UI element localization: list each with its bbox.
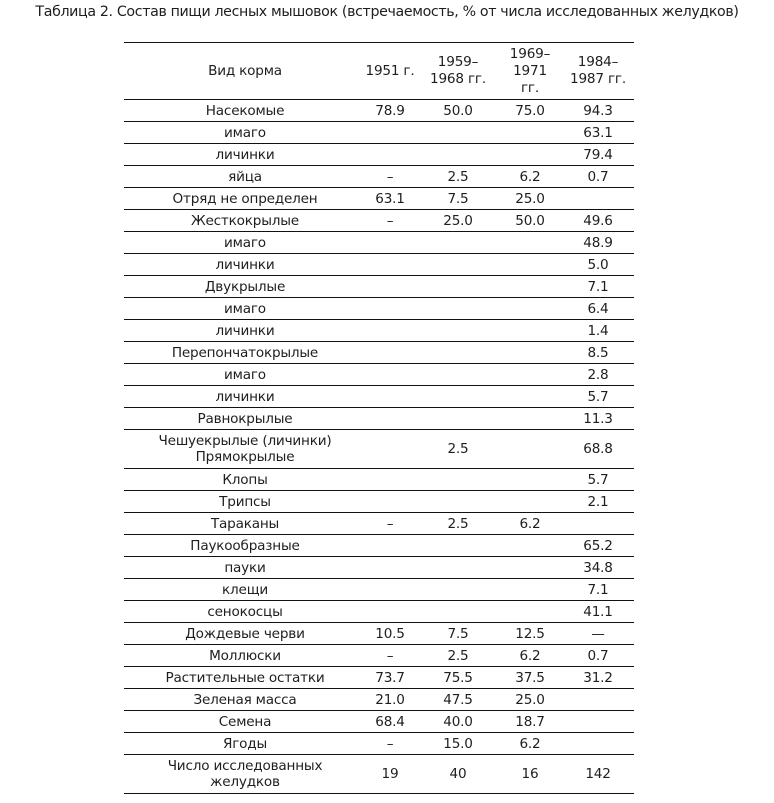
value-1951: [362, 144, 418, 166]
food-type-cell: [124, 166, 362, 188]
food-type-label: личинки: [215, 146, 275, 163]
value-1959-1968: [418, 298, 498, 320]
value-1951: 68.4: [362, 711, 418, 733]
header-line: 1951 г.: [365, 62, 415, 79]
value-1969-1971: 6.2: [498, 513, 562, 535]
value-1959-1968: [418, 535, 498, 557]
food-type-cell: [124, 100, 362, 122]
value-1969-1971: 12.5: [498, 623, 562, 645]
table-row: [124, 364, 634, 386]
value-1959-1968: 15.0: [418, 733, 498, 755]
value-1969-1971: 75.0: [498, 100, 562, 122]
value-1969-1971: [498, 254, 562, 276]
value-1951: [362, 254, 418, 276]
food-type-label: личинки: [215, 256, 275, 273]
value-1969-1971: 25.0: [498, 689, 562, 711]
value-1959-1968: 75.5: [418, 667, 498, 689]
value-1951: [362, 320, 418, 342]
food-type-cell: [124, 430, 362, 469]
value-1951: 73.7: [362, 667, 418, 689]
value-1951: 63.1: [362, 188, 418, 210]
value-1959-1968: [418, 557, 498, 579]
value-1959-1968: [418, 408, 498, 430]
value-1969-1971: [498, 557, 562, 579]
value-1951: [362, 535, 418, 557]
food-type-label: Моллюски: [209, 647, 281, 664]
table-row: [124, 298, 634, 320]
value-1984-1987: [562, 689, 634, 711]
food-type-label: Трипсы: [219, 493, 271, 510]
food-type-label: Отряд не определен: [172, 190, 318, 207]
food-type-cell: [124, 513, 362, 535]
value-1984-1987: 94.3: [562, 100, 634, 122]
value-1984-1987: [562, 733, 634, 755]
food-type-label: имаго: [224, 124, 266, 141]
value-1984-1987: 48.9: [562, 232, 634, 254]
value-1969-1971: [498, 364, 562, 386]
value-1984-1987: 6.4: [562, 298, 634, 320]
value-1959-1968: 7.5: [418, 188, 498, 210]
value-1951: [362, 408, 418, 430]
table-row: [124, 711, 634, 733]
table-row: [124, 122, 634, 144]
table-row: [124, 755, 634, 794]
table-row: [124, 430, 634, 469]
table-body: [124, 100, 634, 794]
value-1959-1968: 7.5: [418, 623, 498, 645]
table-row: [124, 733, 634, 755]
food-type-cell: [124, 469, 362, 491]
food-type-label: имаго: [224, 300, 266, 317]
header-row: [124, 43, 634, 100]
value-1984-1987: 142: [562, 755, 634, 794]
value-1984-1987: 0.7: [562, 166, 634, 188]
value-1951: [362, 298, 418, 320]
food-type-cell: [124, 188, 362, 210]
header-line: гг.: [520, 79, 539, 96]
food-type-label: Перепончатокрылые: [171, 344, 319, 361]
table-row: [124, 513, 634, 535]
value-1951: 78.9: [362, 100, 418, 122]
value-1984-1987: 11.3: [562, 408, 634, 430]
food-type-label: сенокосцы: [207, 603, 283, 620]
value-1969-1971: [498, 298, 562, 320]
food-type-label: Число исследованных: [167, 758, 323, 774]
value-1984-1987: 2.8: [562, 364, 634, 386]
header-food-type: [124, 43, 362, 100]
table-row: [124, 188, 634, 210]
table-caption: Таблица 2. Состав пищи лесных мышовок (встречаемость, % от числа исследованных желудков): [35, 4, 739, 20]
food-type-cell: [124, 276, 362, 298]
value-1959-1968: [418, 579, 498, 601]
value-1959-1968: [418, 342, 498, 364]
value-1969-1971: 16: [498, 755, 562, 794]
food-type-label: имаго: [224, 234, 266, 251]
table-row: [124, 166, 634, 188]
food-type-label: личинки: [215, 322, 275, 339]
value-1959-1968: [418, 601, 498, 623]
food-type-cell: [124, 210, 362, 232]
value-1969-1971: [498, 276, 562, 298]
food-type-label: имаго: [224, 366, 266, 383]
value-1951: 10.5: [362, 623, 418, 645]
food-type-cell: [124, 386, 362, 408]
food-type-cell: [124, 254, 362, 276]
food-type-label: Ягоды: [222, 735, 268, 752]
value-1969-1971: [498, 579, 562, 601]
value-1984-1987: 0.7: [562, 645, 634, 667]
table-row: [124, 210, 634, 232]
value-1984-1987: 5.7: [562, 386, 634, 408]
table-row: [124, 491, 634, 513]
value-1959-1968: [418, 386, 498, 408]
food-type-label: Насекомые: [205, 102, 285, 119]
food-type-cell: [124, 645, 362, 667]
value-1984-1987: 65.2: [562, 535, 634, 557]
value-1984-1987: 49.6: [562, 210, 634, 232]
value-1951: –: [362, 210, 418, 232]
value-1984-1987: 2.1: [562, 491, 634, 513]
food-type-label: Паукообразные: [190, 537, 300, 554]
value-1951: [362, 491, 418, 513]
food-type-cell: [124, 755, 362, 794]
value-1959-1968: 40: [418, 755, 498, 794]
food-type-label: Семена: [218, 713, 272, 730]
value-1959-1968: [418, 254, 498, 276]
header-food-type-label: Вид корма: [208, 62, 282, 79]
value-1951: –: [362, 166, 418, 188]
food-type-label: Чешуекрылые (личинки): [158, 433, 332, 449]
value-1951: [362, 386, 418, 408]
food-type-cell: [124, 408, 362, 430]
value-1984-1987: 1.4: [562, 320, 634, 342]
value-1984-1987: 41.1: [562, 601, 634, 623]
food-composition-table: [124, 42, 634, 794]
value-1969-1971: [498, 144, 562, 166]
header-line: 1984–: [577, 54, 619, 70]
value-1969-1971: 6.2: [498, 166, 562, 188]
table-row: [124, 601, 634, 623]
value-1959-1968: [418, 364, 498, 386]
food-type-cell: [124, 623, 362, 645]
header-line: 1959–: [437, 54, 479, 70]
food-type-cell: [124, 535, 362, 557]
table-row: [124, 689, 634, 711]
value-1984-1987: 79.4: [562, 144, 634, 166]
header-line: 1971: [513, 62, 547, 79]
food-type-label: желудков: [210, 774, 280, 790]
value-1984-1987: 68.8: [562, 430, 634, 469]
value-1959-1968: [418, 144, 498, 166]
value-1984-1987: —: [562, 623, 634, 645]
value-1959-1968: 2.5: [418, 166, 498, 188]
value-1969-1971: [498, 342, 562, 364]
value-1969-1971: [498, 601, 562, 623]
food-type-label: клещи: [222, 581, 268, 598]
value-1951: 19: [362, 755, 418, 794]
header-1984-1987: [562, 43, 634, 100]
value-1984-1987: 5.7: [562, 469, 634, 491]
food-type-label: пауки: [224, 559, 266, 576]
food-type-cell: [124, 342, 362, 364]
table-row: [124, 557, 634, 579]
value-1969-1971: [498, 386, 562, 408]
table-row: [124, 469, 634, 491]
table-row: [124, 579, 634, 601]
value-1959-1968: [418, 232, 498, 254]
food-type-cell: [124, 689, 362, 711]
value-1969-1971: [498, 232, 562, 254]
food-type-label: личинки: [215, 388, 275, 405]
value-1984-1987: [562, 513, 634, 535]
food-type-cell: [124, 320, 362, 342]
food-type-label: Равнокрылые: [197, 410, 293, 427]
value-1984-1987: 63.1: [562, 122, 634, 144]
value-1959-1968: 50.0: [418, 100, 498, 122]
food-type-cell: [124, 298, 362, 320]
food-type-cell: [124, 733, 362, 755]
table-row: [124, 144, 634, 166]
food-type-label: Дождевые черви: [185, 625, 305, 642]
table-row: [124, 535, 634, 557]
header-line: 1969–: [509, 45, 551, 62]
value-1959-1968: [418, 276, 498, 298]
food-type-cell: [124, 122, 362, 144]
table-row: [124, 667, 634, 689]
table-row: [124, 386, 634, 408]
food-type-label: Зеленая масса: [193, 691, 297, 708]
value-1969-1971: [498, 122, 562, 144]
food-type-label: Тараканы: [210, 515, 280, 532]
food-type-cell: [124, 144, 362, 166]
header-line: 1987 гг.: [570, 71, 626, 87]
value-1951: [362, 430, 418, 469]
value-1969-1971: 50.0: [498, 210, 562, 232]
table-row: [124, 254, 634, 276]
food-type-cell: [124, 711, 362, 733]
value-1959-1968: [418, 491, 498, 513]
value-1984-1987: 7.1: [562, 579, 634, 601]
food-type-cell: [124, 557, 362, 579]
value-1951: –: [362, 733, 418, 755]
value-1969-1971: [498, 535, 562, 557]
value-1984-1987: 7.1: [562, 276, 634, 298]
value-1951: [362, 364, 418, 386]
value-1959-1968: 47.5: [418, 689, 498, 711]
value-1984-1987: 31.2: [562, 667, 634, 689]
value-1951: [362, 469, 418, 491]
food-type-label: Клопы: [222, 471, 268, 488]
food-type-cell: [124, 491, 362, 513]
value-1951: 21.0: [362, 689, 418, 711]
value-1951: –: [362, 645, 418, 667]
value-1969-1971: 6.2: [498, 645, 562, 667]
header-1951: [362, 43, 418, 100]
value-1969-1971: 37.5: [498, 667, 562, 689]
table-row: [124, 320, 634, 342]
value-1951: [362, 601, 418, 623]
value-1959-1968: [418, 469, 498, 491]
value-1969-1971: 6.2: [498, 733, 562, 755]
value-1951: [362, 232, 418, 254]
table-row: [124, 232, 634, 254]
table-row: [124, 342, 634, 364]
food-type-cell: [124, 579, 362, 601]
value-1959-1968: [418, 122, 498, 144]
value-1969-1971: 18.7: [498, 711, 562, 733]
value-1969-1971: [498, 469, 562, 491]
value-1951: [362, 342, 418, 364]
food-type-cell: [124, 667, 362, 689]
value-1959-1968: [418, 320, 498, 342]
value-1984-1987: 34.8: [562, 557, 634, 579]
value-1969-1971: [498, 408, 562, 430]
value-1959-1968: 2.5: [418, 645, 498, 667]
value-1969-1971: [498, 430, 562, 469]
value-1951: [362, 276, 418, 298]
food-type-cell: [124, 232, 362, 254]
table-row: [124, 276, 634, 298]
food-type-cell: [124, 364, 362, 386]
value-1951: [362, 557, 418, 579]
food-type-label: Двукрылые: [204, 278, 286, 295]
value-1969-1971: 25.0: [498, 188, 562, 210]
value-1951: [362, 579, 418, 601]
value-1959-1968: 2.5: [418, 513, 498, 535]
table-row: [124, 100, 634, 122]
value-1959-1968: 40.0: [418, 711, 498, 733]
value-1951: [362, 122, 418, 144]
food-type-label: Растительные остатки: [165, 669, 325, 686]
table-row: [124, 623, 634, 645]
food-type-label: Прямокрылые: [195, 449, 295, 465]
value-1959-1968: 2.5: [418, 430, 498, 469]
header-1959-1968: [418, 43, 498, 100]
food-type-cell: [124, 601, 362, 623]
value-1959-1968: 25.0: [418, 210, 498, 232]
value-1984-1987: 8.5: [562, 342, 634, 364]
value-1969-1971: [498, 491, 562, 513]
value-1984-1987: [562, 188, 634, 210]
food-type-label: Жесткокрылые: [191, 212, 299, 229]
header-1969-1971: [498, 43, 562, 100]
food-type-label: яйца: [228, 168, 262, 185]
table-row: [124, 645, 634, 667]
table-row: [124, 408, 634, 430]
header-line: 1968 гг.: [430, 71, 486, 87]
value-1984-1987: [562, 711, 634, 733]
value-1951: –: [362, 513, 418, 535]
value-1984-1987: 5.0: [562, 254, 634, 276]
value-1969-1971: [498, 320, 562, 342]
